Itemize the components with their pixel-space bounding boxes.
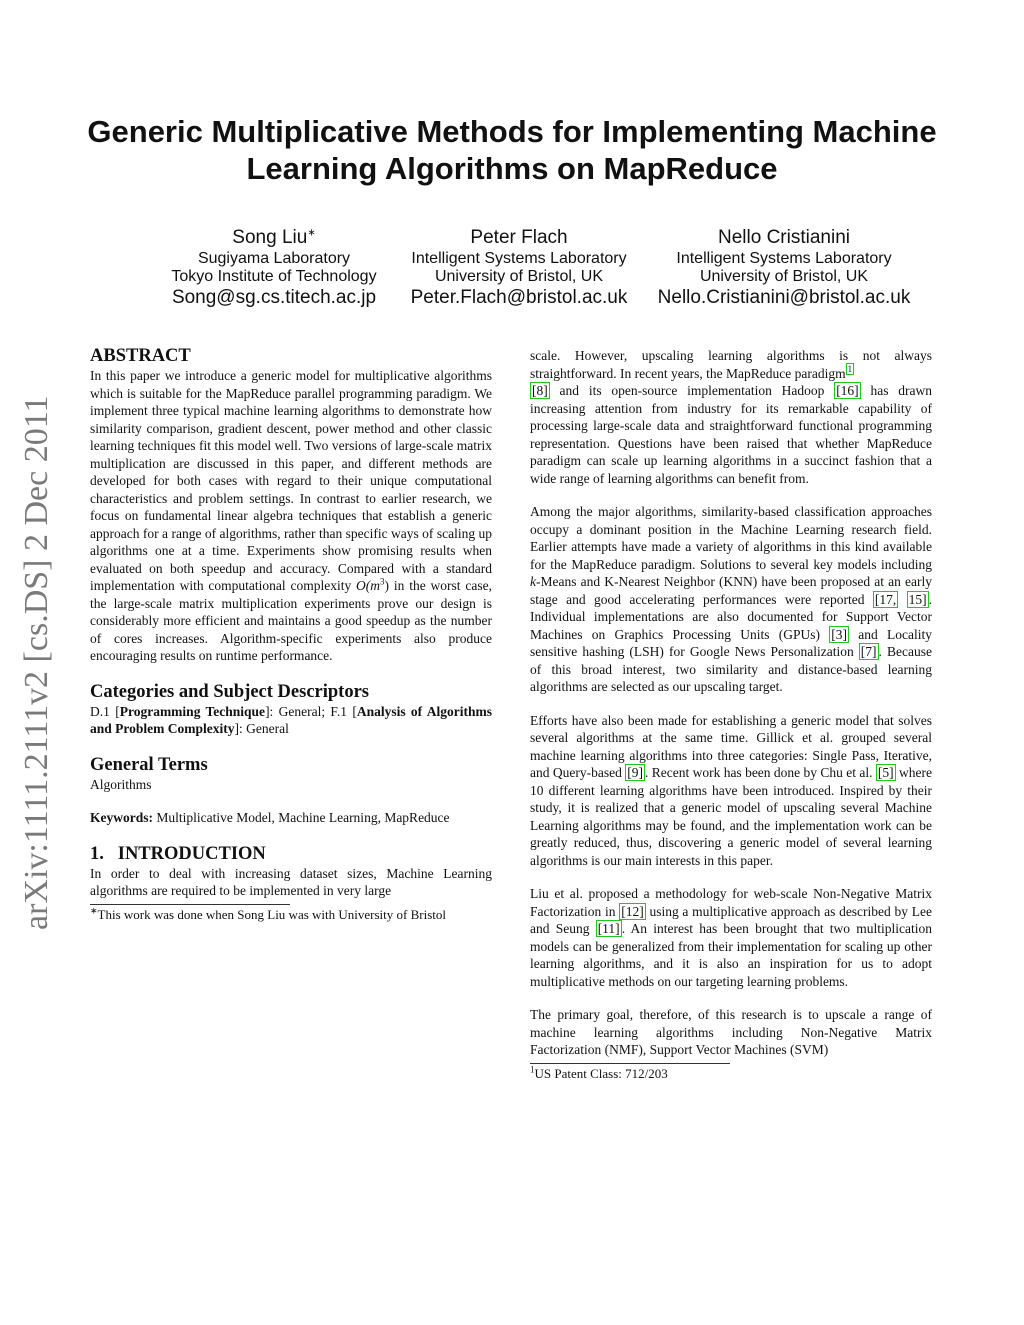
footnote-ref-1[interactable]: 1 [847, 364, 853, 374]
paper-title [80, 113, 944, 187]
author-block-2 [400, 226, 638, 310]
introduction-text: In order to deal with increasing dataset sizes, Machine Learning algorithms are required to be implemented in very large [90, 865, 492, 898]
citation-12[interactable]: [12] [621, 903, 644, 919]
intro-paragraph-1: scale. However, upscaling learning algorithms is not always straightforward. In recent years, the MapReduce paradigm $^1$ [8] and its open-source implementation Hadoop [16] has drawn increasing attention from industry for its remarkable capability of processing large-scale data and straightforward functional programming representation. Questions have been raised that whether MapReduce paradigm can scale up learning algorithms in a succinct fashion that a wide range of learning algorithms can benefit from. [530, 348, 932, 486]
citation-5[interactable]: [5] [877, 765, 894, 780]
author-name: Nello Cristianini [718, 227, 850, 248]
intro-paragraph-5: The primary goal, therefore, of this research is to upscale a range of machine learning algorithms including Non-Negative Matrix Factorization (NMF), Support Vector Machines (SVM) [530, 1007, 932, 1057]
abstract-heading: ABSTRACT [90, 346, 191, 366]
general-terms-heading: General Terms [90, 754, 208, 775]
author-block-3 [646, 226, 922, 310]
footnote-patent: $^1$US Patent Class: 712/203 [530, 1064, 668, 1081]
author-institution: Tokyo Institute of Technology [171, 268, 377, 285]
title-line-2: Learning Algorithms on MapReduce [246, 151, 778, 186]
footnote-rule [530, 1063, 730, 1064]
citation-7[interactable]: [7] [860, 644, 877, 659]
intro-paragraph-3: Efforts have also been made for establishing a generic model that solves several algorithms at the same time. Gillick et al. grouped several machine learning algorithms into three categories: Single Pass, Iterative, and Query-based [9] . Recent work has been done by Chu et al. [5] where 10 different learning algorithms have been introduced. Inspired by their study, it is realized that a generic model of upscaling several Machine Learning algorithms may be found, and the implementation work can be greatly reduced, thus, discovering a generic model of several learning algorithms is our main interests in this paper. [530, 712, 933, 868]
introduction-heading: 1. INTRODUCTION [90, 843, 266, 864]
categories-heading: Categories and Subject Descriptors [90, 681, 369, 702]
author-lab: Sugiyama Laboratory [197, 250, 351, 267]
author-institution: University of Bristol, UK [434, 268, 604, 285]
citation-8[interactable]: [8] [532, 383, 548, 398]
author-lab: Intelligent Systems Laboratory [676, 250, 892, 267]
intro-paragraph-4: Liu et al. proposed a methodology for web-scale Non-Negative Matrix Factorization in [12] using a multiplicative approach as described by Lee and Seung [11] . An interest has been brought that two multiplication models can be generalized from their implementation for scaling up other learning algorithms, and it is also an inspiration for us to adopt multiplicative methods on our targeting learning problems. [530, 886, 932, 989]
title-line-1: Generic Multiplicative Methods for Implementing Machine [87, 114, 937, 149]
arxiv-identifier-stamp: arXiv:1111.2111v2 [cs.DS] 2 Dec 2011 [18, 395, 55, 930]
citation-17[interactable]: [17, [874, 591, 897, 607]
citation-3[interactable]: [3] [831, 626, 848, 642]
footnote-affiliation: ∗This work was done when Song Liu was with University of Bristol [90, 905, 446, 922]
author-name: Peter Flach [470, 227, 568, 248]
keywords-label: Keywords: [90, 810, 153, 825]
intro-paragraph-2: Among the major algorithms, similarity-based classification approaches occupy a dominant position in the Machine Learning research field. Earlier attempts have made a variety of algorithms in this kind available for the MapReduce paradigm. Solutions to several key models including k-Means and K-Nearest Neighbor (KNN) have been proposed at an early stage and good accelerating performances were reported [17, 15] . Individual implementations are also documented for Support Vector Machines on Graphics Processing Units (GPUs) [3] and Locality sensitive hashing (LSH) for Google News Personalization [7] . Because of this broad interest, two similarity and distance-based learning algorithms are selected as our upscaling target. [530, 504, 933, 694]
author-name: Song Liu∗ [232, 227, 316, 248]
citation-9[interactable]: [9] [627, 765, 643, 780]
author-email: Peter.Flach@bristol.ac.uk [410, 287, 628, 308]
general-terms-text: Algorithms [90, 776, 152, 792]
categories-text: D.1 [Programming Technique]: General; F.1 [Analysis of Algorithms and Problem Complexity]: General [90, 703, 492, 736]
citation-11[interactable]: [11] [597, 921, 620, 936]
author-institution: University of Bristol, UK [699, 268, 869, 285]
left-column [90, 345, 492, 923]
author-email: Song@sg.cs.titech.ac.jp [171, 287, 377, 308]
right-column [530, 347, 932, 1082]
author-lab: Intelligent Systems Laboratory [411, 250, 627, 267]
footnote-rule [90, 904, 290, 905]
author-block-1 [160, 226, 388, 310]
author-email: Nello.Cristianini@bristol.ac.uk [657, 287, 911, 308]
citation-16[interactable]: [16] [836, 383, 859, 398]
keywords: Keywords: Multiplicative Model, Machine Learning, MapReduce [90, 810, 450, 825]
abstract-text: In this paper we introduce a generic model for multiplicative algorithms which is suitable for the MapReduce parallel programming paradigm. We implement three typical machine learning algorithms to demonstrate how similarity comparison, gradient descent, power method and other classic learning techniques fit this model well. Two versions of large-scale matrix multiplication are discussed in this paper, and different methods are developed for both cases with regard to their unique computational characteristics and problem settings. In contrast to earlier research, we focus on fundamental linear algebra techniques that establish a generic approach for a range of algorithms, rather than specific ways of scaling up algorithms one at a time. Experiments show promising results when evaluated on both speedup and accuracy. Compared with a standard implementation with computational complexity $O(m^3)$ in the worst case, the large-scale matrix multiplication experiments prove our design is considerably more efficient and maintains a good speedup as the number of cores increases. Algorithm-specific experiments also produce encouraging results on runtime performance. [90, 368, 492, 663]
citation-15[interactable]: 15] [908, 591, 927, 607]
